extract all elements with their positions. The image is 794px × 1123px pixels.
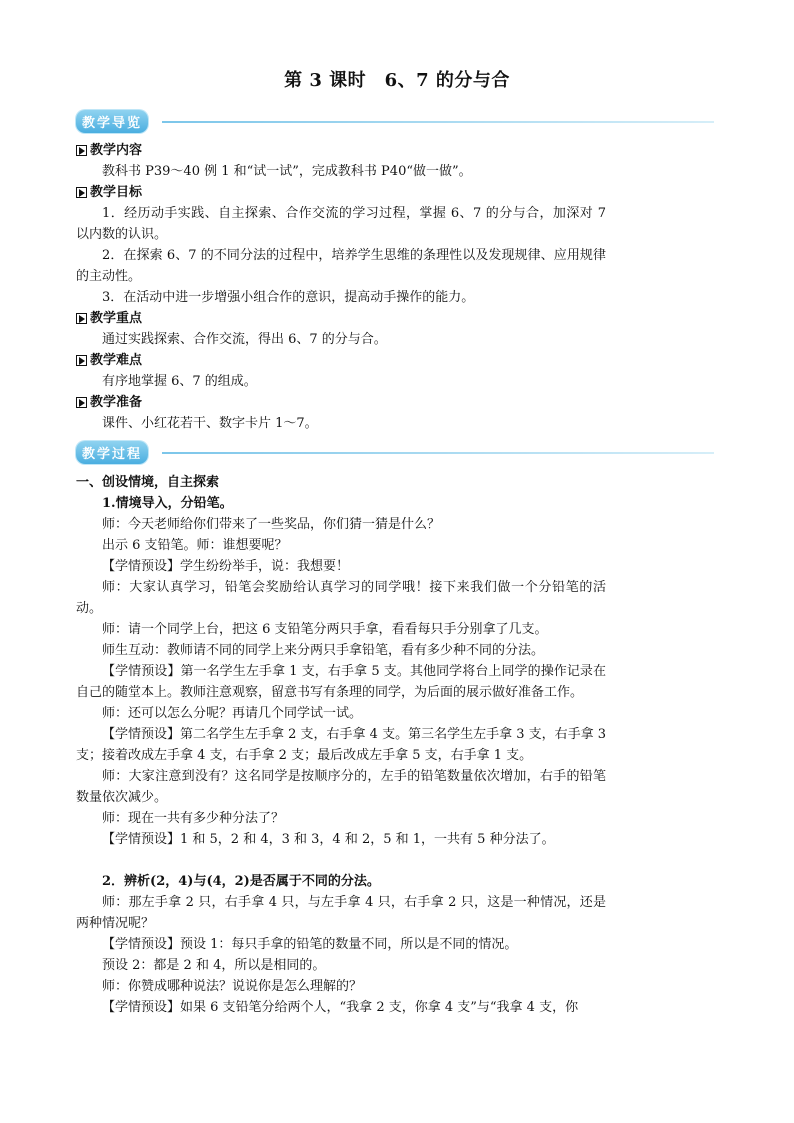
paragraph: 师：还可以怎么分呢？再请几个同学试一试。 bbox=[102, 706, 363, 721]
page-title: 第 3 课时 6、7 的分与合 bbox=[284, 70, 510, 91]
paragraph: 通过实践探索、合作交流，得出 6、7 的分与合。 bbox=[102, 332, 387, 347]
paragraph: 2．在探索 6、7 的不同分法的过程中，培养学生思维的条理性以及发现规律、应用规律的主动性。 bbox=[76, 248, 606, 284]
paragraph: 师：你赞成哪种说法？说说你是怎么理解的？ bbox=[102, 979, 363, 994]
paragraph: 【学情预设】如果 6 支铅笔分给两个人，“我拿 2 支，你拿 4 支”与“我拿 4 支，你 bbox=[102, 1000, 579, 1015]
heading-difficulty: 教学难点 bbox=[76, 350, 606, 371]
play-box-icon bbox=[76, 397, 87, 408]
paragraph: 师生互动：教师请不同的同学上来分两只手拿铅笔，看有多少种不同的分法。 bbox=[102, 643, 545, 658]
paragraph: 3．在活动中进一步增强小组合作的意识，提高动手操作的能力。 bbox=[102, 290, 475, 305]
paragraph: 预设 2：都是 2 和 4，所以是相同的。 bbox=[102, 958, 326, 973]
paragraph: 师：大家认真学习，铅笔会奖励给认真学习的同学哦！接下来我们做一个分铅笔的活动。 bbox=[76, 580, 606, 616]
paragraph: 师：请一个同学上台，把这 6 支铅笔分两只手拿，看看每只手分别拿了几支。 bbox=[102, 622, 548, 637]
heading-key: 教学重点 bbox=[76, 308, 606, 329]
paragraph: 师：现在一共有多少种分法了？ bbox=[102, 811, 285, 826]
heading-preparation: 教学准备 bbox=[76, 392, 606, 413]
play-box-icon bbox=[76, 355, 87, 366]
heading-goals: 教学目标 bbox=[76, 182, 606, 203]
paragraph: 1．经历动手实践、自主探索、合作交流的学习过程，掌握 6、7 的分与合，加深对 7 以内数的认识。 bbox=[76, 206, 606, 242]
play-box-icon bbox=[76, 187, 87, 198]
paragraph: 【学情预设】第一名学生左手拿 1 支，右手拿 5 支。其他同学将台上同学的操作记录在自己的随堂本上。教师注意观察，留意书写有条理的同学，为后面的展示做好准备工作。 bbox=[76, 664, 606, 700]
banner-label: 教学过程 bbox=[76, 441, 148, 464]
section-heading: 一、创设情境，自主探索 bbox=[76, 475, 220, 490]
subsection-heading: 2．辨析(2，4)与(4，2)是否属于不同的分法。 bbox=[102, 874, 380, 889]
heading-content: 教学内容 bbox=[76, 140, 606, 161]
guide-section bbox=[76, 140, 606, 434]
paragraph: 【学情预设】预设 1：每只手拿的铅笔的数量不同，所以是不同的情况。 bbox=[102, 937, 518, 952]
paragraph: 【学情预设】1 和 5，2 和 4，3 和 3，4 和 2，5 和 1，一共有 5 种分法了。 bbox=[102, 832, 555, 847]
banner-line bbox=[162, 121, 714, 123]
paragraph: 有序地掌握 6、7 的组成。 bbox=[102, 374, 257, 389]
process-section bbox=[76, 472, 606, 1018]
banner-line bbox=[162, 452, 714, 454]
paragraph: 【学情预设】学生纷纷举手，说：我想要！ bbox=[102, 559, 350, 574]
paragraph: 师：今天老师给你们带来了一些奖品，你们猜一猜是什么？ bbox=[102, 517, 441, 532]
paragraph: 出示 6 支铅笔。师：谁想要呢？ bbox=[102, 538, 288, 553]
spacer bbox=[76, 850, 606, 871]
play-box-icon bbox=[76, 313, 87, 324]
paragraph: 师：大家注意到没有？这名同学是按顺序分的，左手的铅笔数量依次增加，右手的铅笔数量依次减少。 bbox=[76, 769, 606, 805]
paragraph: 【学情预设】第二名学生左手拿 2 支，右手拿 4 支。第三名学生左手拿 3 支，右手拿 3 支；接着改成左手拿 4 支，右手拿 2 支；最后改成左手拿 5 支，右手拿 1 支。 bbox=[76, 727, 607, 763]
subsection-heading: 1.情境导入，分铅笔。 bbox=[102, 496, 233, 511]
paragraph: 教科书 P39～40 例 1 和“试一试”，完成教科书 P40“做一做”。 bbox=[102, 164, 472, 179]
paragraph: 师：那左手拿 2 只，右手拿 4 只，与左手拿 4 只，右手拿 2 只，这是一种情况，还是两种情况呢？ bbox=[76, 895, 606, 931]
section-banner-process bbox=[76, 441, 148, 463]
banner-label: 教学导览 bbox=[76, 110, 148, 133]
play-box-icon bbox=[76, 145, 87, 156]
section-banner-guide bbox=[76, 110, 148, 132]
paragraph: 课件、小红花若干、数字卡片 1～7。 bbox=[102, 416, 318, 431]
